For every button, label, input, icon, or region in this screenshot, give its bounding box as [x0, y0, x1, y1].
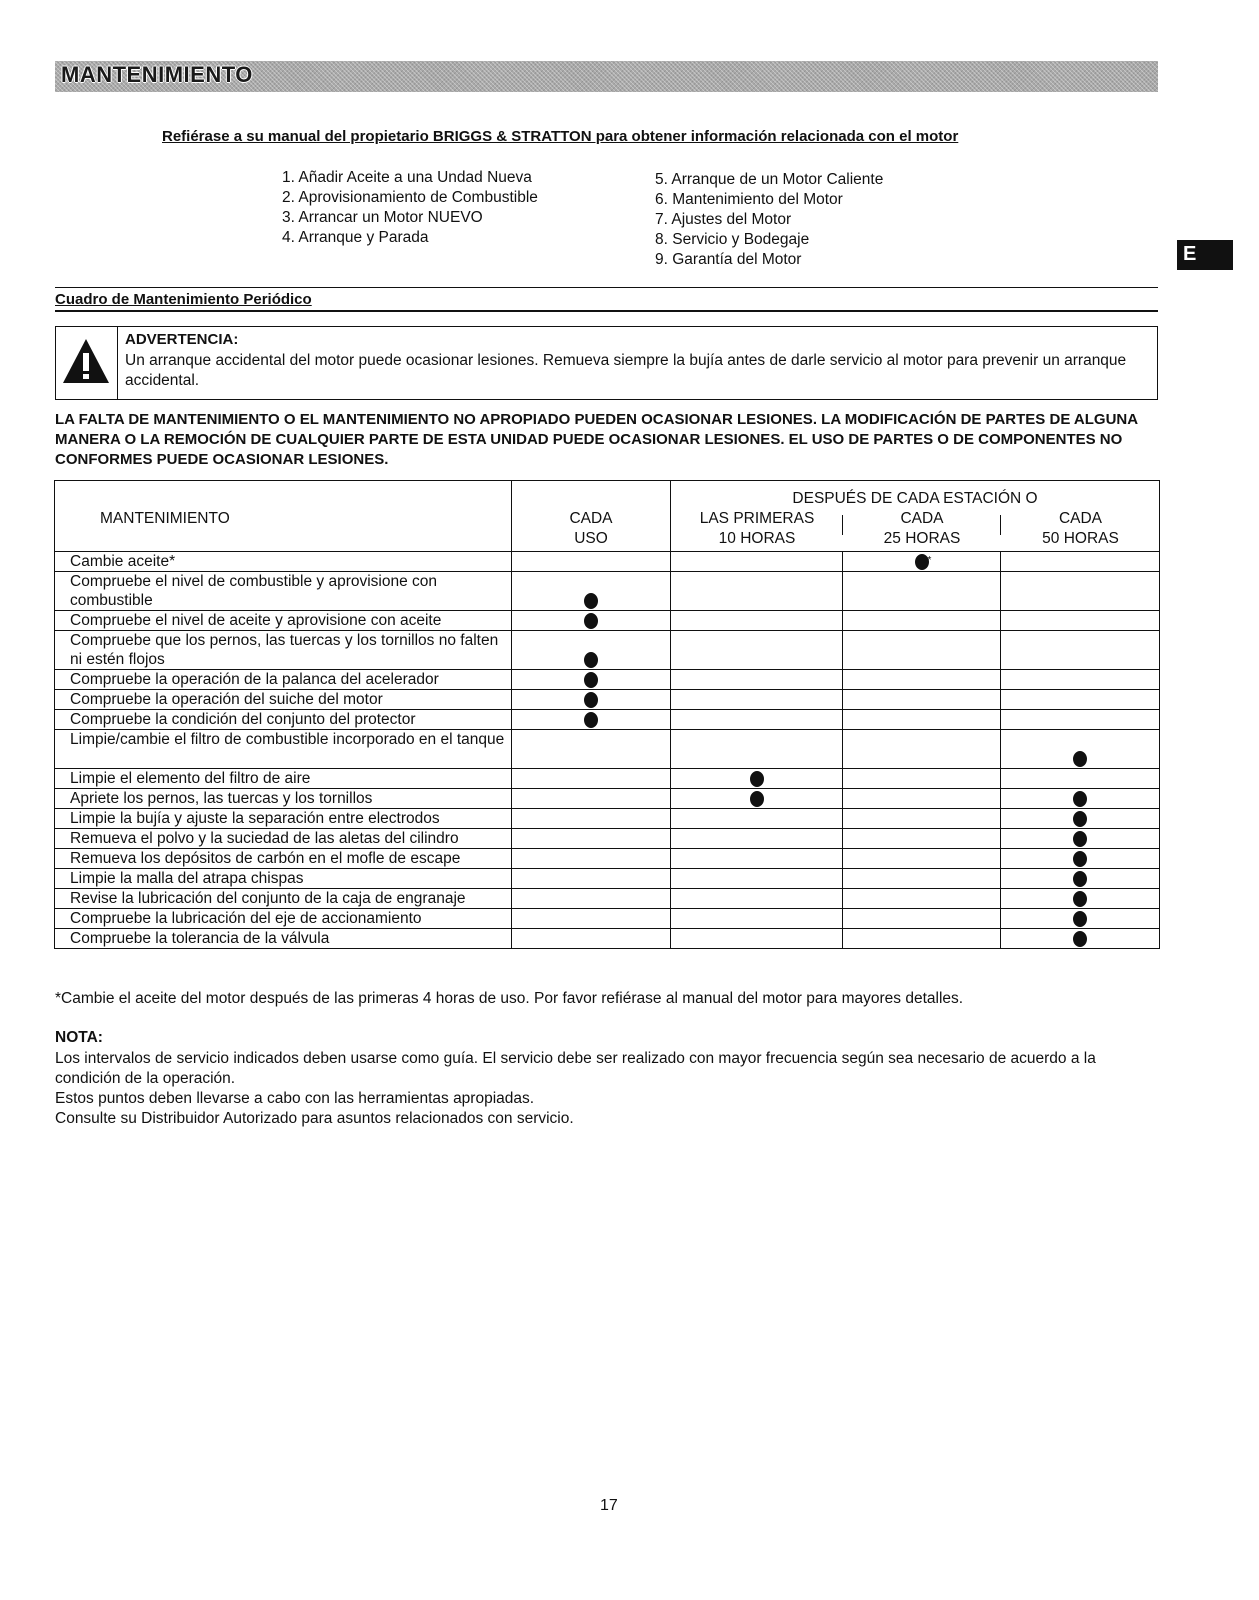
warning-title: ADVERTENCIA: [125, 331, 239, 348]
required-dot-icon [750, 791, 764, 807]
table-header-row [55, 481, 1160, 552]
interval-cell [671, 730, 843, 769]
required-dot-icon [584, 593, 598, 609]
note-title: NOTA: [55, 1029, 103, 1046]
interval-cell [671, 670, 843, 690]
required-dot-icon [1073, 811, 1087, 827]
header-col-line: USO [574, 530, 608, 547]
interval-cell [671, 849, 843, 869]
interval-cell [843, 730, 1001, 769]
warning-icon-cell [56, 327, 118, 399]
header-interval-group [671, 481, 1160, 552]
interval-cell [843, 611, 1001, 631]
interval-cell [1001, 889, 1160, 909]
table-row [55, 909, 1160, 929]
interval-cell [512, 710, 671, 730]
required-dot-icon [1073, 911, 1087, 927]
header-col-line: CADA [900, 510, 944, 527]
table-row [55, 809, 1160, 829]
interval-cell [512, 869, 671, 889]
task-cell: Compruebe la condición del conjunto del protector [55, 710, 512, 730]
header-col-line: CADA [569, 510, 613, 527]
table-row [55, 710, 1160, 730]
interval-cell [1001, 611, 1160, 631]
note-line: Consulte su Distribuidor Autorizado para asuntos relacionados con servicio. [55, 1110, 574, 1127]
interval-cell [1001, 710, 1160, 730]
header-col-line: CADA [1058, 510, 1103, 527]
interval-cell [843, 809, 1001, 829]
interval-cell [512, 849, 671, 869]
section-title: Cuadro de Mantenimiento Periódico [55, 291, 312, 308]
header-col-line: LAS PRIMERAS [699, 510, 815, 527]
engine-topic: 6. Mantenimiento del Motor [655, 191, 843, 208]
table-row [55, 889, 1160, 909]
header-col-25h [843, 509, 1001, 549]
note-line: Los intervalos de servicio indicados deben usarse como guía. El servicio debe ser realizado con mayor frecuencia según sea necesario de acuerdo a la condición de la operación. [55, 1050, 1096, 1087]
interval-cell [671, 929, 843, 949]
note-body [55, 1049, 1155, 1129]
section-rule-top [55, 287, 1158, 288]
interval-cell [671, 869, 843, 889]
engine-topic: 1. Añadir Aceite a una Undad Nueva [282, 169, 532, 186]
task-cell: Compruebe el nivel de aceite y aprovisione con aceite [55, 611, 512, 631]
task-cell: Compruebe la lubricación del eje de accionamiento [55, 909, 512, 929]
interval-cell [843, 572, 1001, 611]
interval-cell [843, 631, 1001, 670]
required-dot-icon [915, 554, 929, 570]
required-dot-icon [1073, 751, 1087, 767]
interval-cell [1001, 869, 1160, 889]
interval-cell [1001, 829, 1160, 849]
table-row [55, 611, 1160, 631]
interval-cell [671, 889, 843, 909]
interval-cell [512, 572, 671, 611]
interval-cell [843, 769, 1001, 789]
task-cell: Limpie/cambie el filtro de combustible incorporado en el tanque [55, 730, 512, 769]
table-row [55, 730, 1160, 769]
interval-cell [671, 769, 843, 789]
engine-topic: 7. Ajustes del Motor [655, 211, 792, 228]
warning-triangle-icon [61, 337, 111, 387]
required-dot-icon [1073, 831, 1087, 847]
header-after-each-season: DESPUÉS DE CADA ESTACIÓN O [792, 490, 1038, 507]
required-dot-icon [750, 771, 764, 787]
interval-cell [671, 710, 843, 730]
interval-cell [671, 909, 843, 929]
task-cell: Limpie la malla del atrapa chispas [55, 869, 512, 889]
table-row [55, 849, 1160, 869]
interval-cell [512, 769, 671, 789]
interval-cell [1001, 631, 1160, 670]
interval-cell [1001, 929, 1160, 949]
table-row [55, 631, 1160, 670]
table-row [55, 829, 1160, 849]
interval-cell [512, 909, 671, 929]
header-col-first-10h [671, 509, 843, 549]
interval-cell [843, 789, 1001, 809]
section-rule-bottom [55, 310, 1158, 312]
interval-cell [843, 829, 1001, 849]
task-cell: Limpie el elemento del filtro de aire [55, 769, 512, 789]
header-divider [842, 515, 843, 535]
task-cell: Compruebe la tolerancia de la válvula [55, 929, 512, 949]
header-col-line: 25 HORAS [883, 530, 961, 547]
engine-topic: 3. Arrancar un Motor NUEVO [282, 209, 483, 226]
required-dot-icon [1073, 871, 1087, 887]
task-cell: Remueva los depósitos de carbón en el mofle de escape [55, 849, 512, 869]
interval-cell [843, 909, 1001, 929]
header-maintenance [55, 481, 512, 552]
task-cell: Limpie la bujía y ajuste la separación entre electrodos [55, 809, 512, 829]
interval-cell [843, 552, 1001, 572]
header-col-line: 10 HORAS [718, 530, 796, 547]
engine-topic: 9. Garantía del Motor [655, 251, 802, 268]
engine-topics-left [282, 168, 538, 248]
banner-title: MANTENIMIENTO [61, 62, 253, 87]
task-cell: Remueva el polvo y la suciedad de las aletas del cilindro [55, 829, 512, 849]
interval-cell [1001, 789, 1160, 809]
required-dot-icon [584, 672, 598, 688]
engine-manual-reference: Refiérase a su manual del propietario BRIGGS & STRATTON para obtener información relacionada con el motor [162, 128, 959, 145]
header-col-50h [1001, 509, 1160, 549]
side-tab-letter: E [1183, 243, 1197, 265]
interval-cell [512, 631, 671, 670]
interval-cell [512, 889, 671, 909]
table-row [55, 789, 1160, 809]
interval-cell [1001, 769, 1160, 789]
interval-cell [843, 690, 1001, 710]
engine-topic: 2. Aprovisionamiento de Combustible [282, 189, 538, 206]
footnote-star: * [927, 555, 932, 566]
task-cell: Revise la lubricación del conjunto de la caja de engranaje [55, 889, 512, 909]
task-cell: Compruebe el nivel de combustible y aprovisione con combustible [55, 572, 512, 611]
header-col-line: 50 HORAS [1042, 530, 1119, 547]
task-cell: Cambie aceite* [55, 552, 512, 572]
task-cell: Compruebe que los pernos, las tuercas y los tornillos no falten ni estén flojos [55, 631, 512, 670]
interval-cell [1001, 690, 1160, 710]
interval-cell [512, 730, 671, 769]
interval-cell [843, 929, 1001, 949]
required-dot-icon [1073, 851, 1087, 867]
required-dot-icon [584, 712, 598, 728]
interval-cell [1001, 849, 1160, 869]
interval-cell [1001, 572, 1160, 611]
interval-cell [512, 552, 671, 572]
required-dot-icon [1073, 891, 1087, 907]
required-dot-icon [584, 692, 598, 708]
table-row [55, 869, 1160, 889]
required-dot-icon [1073, 931, 1087, 947]
interval-cell [843, 889, 1001, 909]
safety-warning-text: LA FALTA DE MANTENIMIENTO O EL MANTENIMIENTO NO APROPIADO PUEDEN OCASIONAR LESIONES. LA MODIFICACIÓN DE PARTES DE ALGUNA MANERA O LA REMOCIÓN DE CUALQUIER PARTE DE ESTA UNIDAD PUEDE OCASIONAR LESIONES. EL USO DE PARTES O DE COMPONENTES NO CONFORMES PUEDE OCASIONAR LESIONES. [55, 411, 1138, 468]
interval-cell [512, 670, 671, 690]
interval-cell [1001, 552, 1160, 572]
engine-topic: 4. Arranque y Parada [282, 229, 429, 246]
interval-cell [843, 849, 1001, 869]
interval-cell [512, 929, 671, 949]
interval-cell [843, 670, 1001, 690]
interval-cell [671, 809, 843, 829]
maintenance-schedule-table [54, 480, 1160, 949]
task-cell: Apriete los pernos, las tuercas y los tornillos [55, 789, 512, 809]
header-col-every-use [512, 481, 671, 552]
engine-topic: 5. Arranque de un Motor Caliente [655, 171, 884, 188]
table-row [55, 929, 1160, 949]
warning-box [55, 326, 1158, 400]
header-divider [1000, 515, 1001, 535]
interval-cell [671, 611, 843, 631]
table-row [55, 690, 1160, 710]
interval-cell [843, 710, 1001, 730]
interval-cell [512, 809, 671, 829]
page-number: 17 [600, 1497, 618, 1514]
interval-cell [671, 552, 843, 572]
interval-cell [512, 690, 671, 710]
language-side-tab [1177, 240, 1233, 270]
interval-cell [1001, 809, 1160, 829]
interval-cell [671, 789, 843, 809]
task-cell: Compruebe la operación del suiche del motor [55, 690, 512, 710]
interval-cell [1001, 909, 1160, 929]
required-dot-icon [584, 652, 598, 668]
table-row [55, 670, 1160, 690]
table-row [55, 769, 1160, 789]
section-banner [55, 61, 1158, 92]
engine-topic: 8. Servicio y Bodegaje [655, 231, 810, 248]
required-dot-icon [1073, 791, 1087, 807]
interval-cell [671, 829, 843, 849]
warning-text: Un arranque accidental del motor puede ocasionar lesiones. Remueva siempre la bujía antes de darle servicio al motor para prevenir un arranque accidental. [125, 352, 1127, 389]
interval-cell [1001, 670, 1160, 690]
table-row [55, 572, 1160, 611]
note-line: Estos puntos deben llevarse a cabo con las herramientas apropiadas. [55, 1090, 535, 1107]
oil-change-footnote: *Cambie el aceite del motor después de las primeras 4 horas de uso. Por favor refiérase al manual del motor para mayores detalles. [55, 990, 964, 1007]
interval-cell [512, 829, 671, 849]
interval-cell [671, 690, 843, 710]
header-col-label [512, 481, 670, 549]
interval-cell [512, 611, 671, 631]
interval-cell [843, 869, 1001, 889]
engine-topics-right [655, 170, 883, 270]
interval-cell [1001, 730, 1160, 769]
interval-cell [671, 631, 843, 670]
table-row [55, 552, 1160, 572]
task-cell: Compruebe la operación de la palanca del acelerador [55, 670, 512, 690]
header-maintenance-label: MANTENIMIENTO [100, 510, 230, 527]
interval-cell [671, 572, 843, 611]
required-dot-icon [584, 613, 598, 629]
interval-cell [512, 789, 671, 809]
